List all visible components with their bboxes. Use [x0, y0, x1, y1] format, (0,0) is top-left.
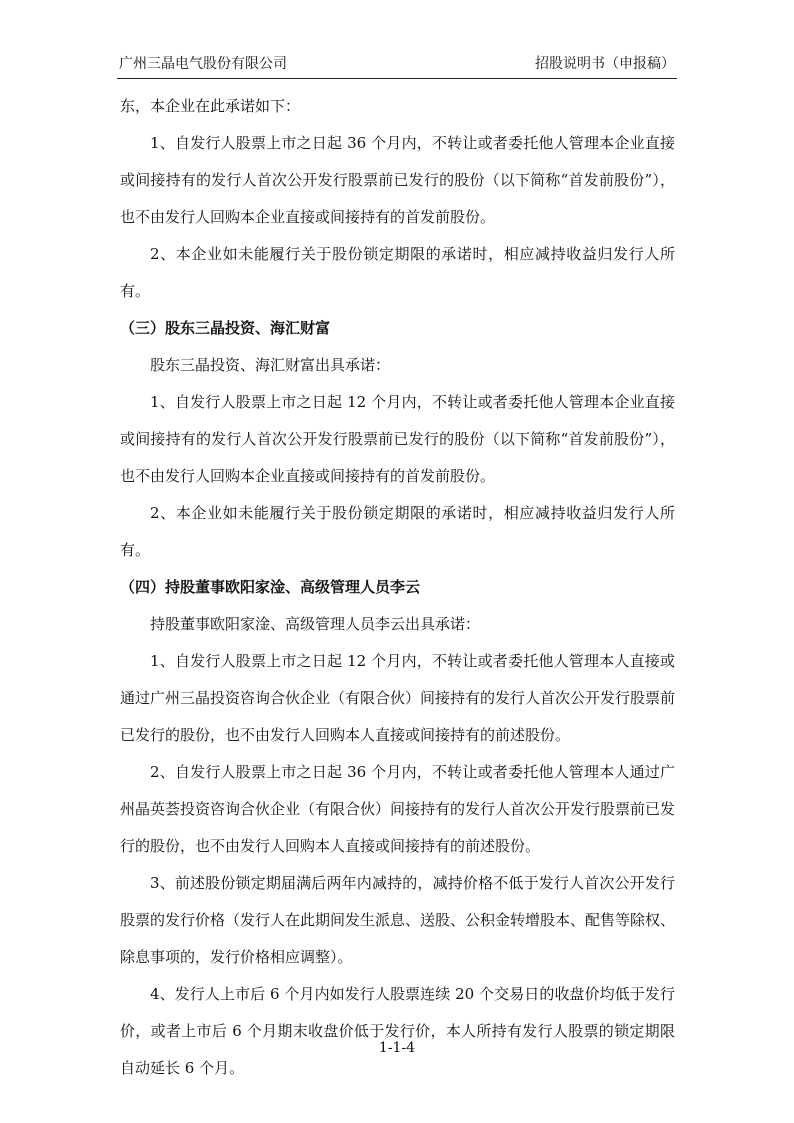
page-number: 1-1-4: [378, 1040, 416, 1056]
paragraph: 4、发行人上市后 6 个月内如发行人股票连续 20 个交易日的收盘价均低于发行价，或者上市后 6 个月期末收盘价低于发行价，本人所持有发行人股票的锁定期限自动延长 6 个月。: [120, 985, 675, 1077]
paragraph: 3、前述股份锁定期届满后两年内减持的，减持价格不低于发行人首次公开发行股票的发行价格（发行人在此期间发生派息、送股、公积金转增股本、配售等除权、除息事项的，发行价格相应调整）。: [120, 874, 676, 966]
paragraph: 1、自发行人股票上市之日起 12 个月内，不转让或者委托他人管理本企业直接或间接持有的发行人首次公开发行股票前已发行的股份（以下简称“首发前股份”），也不由发行人回购本企业直接或间接持有的首发前股份。: [120, 393, 675, 485]
paragraph: 1、自发行人股票上市之日起 12 个月内，不转让或者委托他人管理本人直接或通过广州三晶投资咨询合伙企业（有限合伙）间接持有的发行人首次公开发行股票前已发行的股份，也不由发行人回购本人直接或间接持有的前述股份。: [120, 652, 676, 744]
paragraph: 1、自发行人股票上市之日起 36 个月内，不转让或者委托他人管理本企业直接或间接持有的发行人首次公开发行股票前已发行的股份（以下简称“首发前股份”），也不由发行人回购本企业直接或间接持有的首发前股份。: [120, 134, 675, 226]
section-heading-3: （三）股东三晶投资、海汇财富: [120, 319, 331, 337]
paragraph: 2、本企业如未能履行关于股份锁定期限的承诺时，相应减持收益归发行人所有。: [120, 245, 675, 300]
paragraph: 股东三晶投资、海汇财富出具承诺：: [150, 356, 391, 374]
header-document-title: 招股说明书（申报稿）: [535, 56, 675, 72]
document-body: [120, 88, 675, 1087]
paragraph: 2、本企业如未能履行关于股份锁定期限的承诺时，相应减持收益归发行人所有。: [120, 504, 675, 559]
paragraph: 持股董事欧阳家淦、高级管理人员李云出具承诺：: [150, 615, 481, 633]
section-heading-4: （四）持股董事欧阳家淦、高级管理人员李云: [120, 578, 421, 596]
page-header: [117, 52, 677, 79]
paragraph: 2、自发行人股票上市之日起 36 个月内，不转让或者委托他人管理本人通过广州晶英荟投资咨询合伙企业（有限合伙）间接持有的发行人首次公开发行股票前已发行的股份，也不由发行人回购本人直接或间接持有的前述股份。: [120, 763, 676, 855]
header-company-name: 广州三晶电气股份有限公司: [119, 56, 287, 72]
paragraph-continuation: 东，本企业在此承诺如下：: [120, 97, 301, 115]
